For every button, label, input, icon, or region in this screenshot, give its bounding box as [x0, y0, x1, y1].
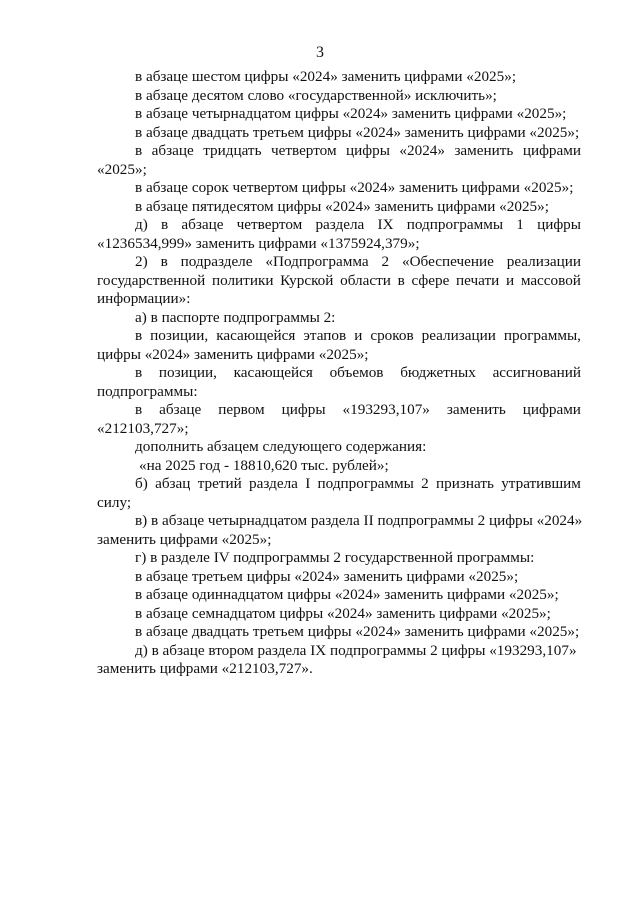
text-line: в абзаце десятом слово «государственной» исключить»;	[135, 86, 497, 104]
text-word: тридцать	[203, 142, 262, 159]
text-word: и	[354, 327, 363, 344]
text-word: сроков	[370, 327, 414, 344]
text-word: третий	[197, 475, 242, 492]
text-word: д)	[135, 216, 148, 233]
text-word: подпрограммы	[406, 216, 504, 233]
text-word: бюджетных	[400, 364, 476, 381]
text-line	[97, 142, 581, 161]
text-word: цифры	[537, 216, 581, 233]
page-number: 3	[316, 44, 324, 61]
text-line	[97, 475, 581, 494]
text-word: в	[135, 142, 143, 159]
text-line	[97, 272, 581, 291]
text-word: четвертом	[236, 216, 303, 233]
text-line: а) в паспорте подпрограммы 2:	[135, 308, 336, 326]
text-word: позиции,	[150, 327, 209, 344]
text-line	[97, 327, 581, 346]
text-word: политики	[211, 271, 274, 289]
text-word: абзац	[155, 475, 191, 492]
text-line	[97, 364, 581, 383]
text-word: признать	[436, 475, 494, 492]
text-line: д) в абзаце втором раздела IX подпрограммы 2 цифры «193293,107»	[135, 641, 577, 659]
text-line: заменить цифрами «2025»;	[97, 530, 272, 548]
text-line	[97, 401, 581, 420]
text-word: заменить	[446, 401, 506, 418]
text-line: в абзаце семнадцатом цифры «2024» заменить цифрами «2025»;	[135, 604, 551, 622]
text-line: информации»:	[97, 290, 191, 307]
text-word: объемов	[329, 364, 384, 381]
text-line: в абзаце одиннадцатом цифры «2024» заменить цифрами «2025»;	[135, 586, 559, 603]
text-word: этапов	[303, 327, 347, 344]
text-word: «2024»	[399, 142, 445, 159]
text-line: «2025»;	[97, 160, 147, 178]
text-word: подразделе	[180, 253, 253, 270]
text-word: 1	[516, 216, 524, 233]
text-line: в абзаце двадцать третьем цифры «2024» заменить цифрами «2025»;	[135, 123, 580, 141]
text-word: IX	[377, 216, 394, 233]
text-word: сфере	[411, 271, 450, 289]
text-word: абзаце	[159, 401, 202, 418]
text-word: касающейся	[233, 364, 313, 381]
text-word: печати	[456, 271, 500, 289]
text-word: массовой	[520, 271, 581, 289]
text-word: «Подпрограмма	[265, 253, 369, 270]
text-word: и	[505, 271, 515, 289]
text-word: программы,	[503, 327, 581, 344]
text-word: 2	[421, 475, 429, 492]
text-word: «Обеспечение	[402, 253, 494, 270]
text-line: подпрограммы:	[97, 382, 198, 400]
text-line: «212103,727»;	[97, 419, 189, 437]
text-word: государственной	[97, 271, 206, 289]
text-word: б)	[135, 475, 148, 492]
text-line: дополнить абзацем следующего содержания:	[135, 438, 427, 455]
text-word: цифрами	[522, 401, 581, 418]
text-word: области	[340, 271, 391, 289]
text-word: касающейся	[216, 327, 296, 344]
text-word: первом	[218, 401, 265, 418]
text-word: I	[305, 475, 311, 492]
text-word: цифры	[346, 142, 390, 159]
text-word: «193293,107»	[342, 401, 430, 418]
text-word: 2	[381, 253, 390, 270]
text-line	[97, 216, 581, 235]
text-word: 2)	[135, 253, 148, 270]
text-word: раздела	[315, 216, 365, 233]
text-word: Курской	[280, 271, 334, 289]
text-line	[97, 253, 581, 272]
text-word: позиции,	[158, 364, 217, 381]
text-word: заменить	[454, 142, 514, 159]
text-line: силу;	[97, 493, 132, 511]
text-line: в абзаце двадцать третьем цифры «2024» заменить цифрами «2025»;	[135, 623, 580, 640]
text-word: утратившим	[501, 475, 581, 492]
text-word: четвертом	[270, 142, 337, 159]
text-word: в	[161, 216, 169, 233]
text-word: абзаце	[151, 142, 194, 159]
text-word: цифрами	[522, 142, 581, 159]
text-line: цифры «2024» заменить цифрами «2025»;	[97, 345, 369, 363]
text-line: в абзаце четырнадцатом цифры «2024» заменить цифрами «2025»;	[135, 105, 567, 122]
text-line: в абзаце шестом цифры «2024» заменить цифрами «2025»;	[135, 68, 517, 85]
text-word: ассигнований	[492, 364, 581, 381]
text-word: в	[135, 401, 143, 418]
text-word: цифры	[281, 401, 326, 418]
text-line: в) в абзаце четырнадцатом раздела II подпрограммы 2 цифры «2024»	[135, 512, 583, 529]
text-line: в абзаце пятидесятом цифры «2024» заменить цифрами «2025»;	[135, 197, 549, 215]
text-word: абзаце	[181, 216, 224, 233]
text-word: в	[135, 327, 143, 344]
text-word: подпрограммы	[317, 475, 414, 492]
text-line: заменить цифрами «212103,727».	[97, 660, 313, 677]
text-line: «на 2025 год - 18810,620 тыс. рублей»;	[139, 456, 389, 474]
text-word: в	[397, 271, 405, 289]
text-word: раздела	[249, 475, 298, 492]
text-line: г) в разделе IV подпрограммы 2 государственной программы:	[135, 549, 535, 566]
text-word: реализации	[421, 327, 496, 344]
text-word: в	[135, 364, 143, 381]
text-line: «1236534,999» заменить цифрами «1375924,379»;	[97, 234, 420, 252]
text-word: в	[160, 253, 168, 270]
document-body	[97, 68, 581, 679]
text-word: реализации	[506, 253, 581, 270]
text-line: в абзаце третьем цифры «2024» заменить цифрами «2025»;	[135, 567, 519, 585]
text-line: в абзаце сорок четвертом цифры «2024» заменить цифрами «2025»;	[135, 179, 574, 196]
